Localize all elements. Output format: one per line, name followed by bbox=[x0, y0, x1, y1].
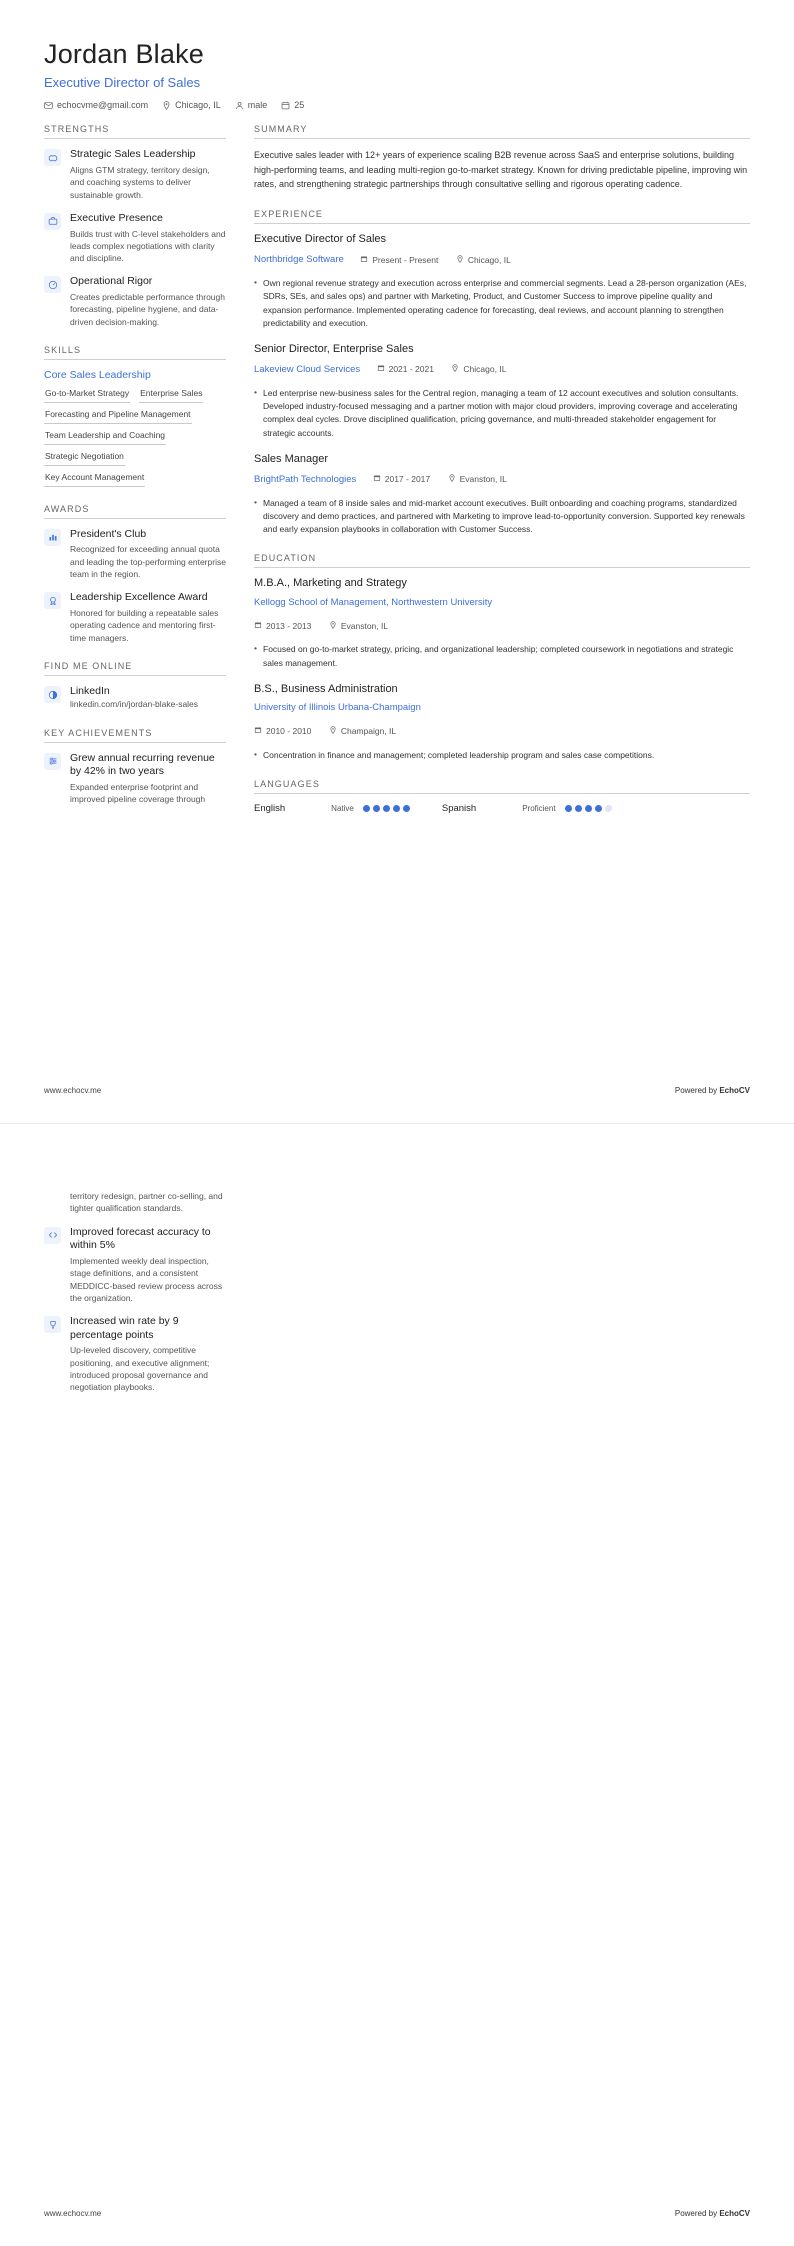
candidate-title: Executive Director of Sales bbox=[44, 74, 201, 90]
candidate-name: Jordan Blake bbox=[44, 39, 204, 69]
education-bullet: • Concentration in finance and management; completed leadership program and sales case competitions. bbox=[254, 749, 750, 762]
degree-title: M.B.A., Marketing and Strategy bbox=[254, 577, 407, 590]
languages-heading: LANGUAGES bbox=[254, 779, 750, 794]
contact-row bbox=[44, 101, 750, 110]
skill-chip: Key Account Management bbox=[44, 472, 145, 487]
calendar-icon bbox=[281, 101, 290, 110]
strengths-heading: STRENGTHS bbox=[44, 124, 226, 139]
location-pin-icon bbox=[162, 101, 171, 110]
job-meta bbox=[254, 360, 750, 382]
achievement-desc: Implemented weekly deal inspection, stage definitions, and a consistent MEDDICC-based review process across the organization. bbox=[70, 1255, 223, 1303]
language-level: Native bbox=[331, 804, 354, 814]
summary-text: Executive sales leader with 12+ years of experience scaling B2B revenue across SaaS and enterprise solutions, building high-performing teams, and leading multi-region go-to-market strategy. Known for driving predictable pipeline, improving win rates, and strengthening strategic partnerships through consultative selling and rigorous operating cadence. bbox=[254, 150, 748, 190]
education-dates-text: 2010 - 2010 bbox=[266, 726, 312, 737]
achievement-item bbox=[44, 752, 226, 806]
language-list bbox=[254, 803, 750, 814]
achievement-title: Grew annual recurring revenue by 42% in two years bbox=[70, 751, 215, 778]
job-bullets bbox=[254, 277, 750, 330]
award-item bbox=[44, 528, 226, 581]
contact-gender-text: male bbox=[247, 100, 268, 111]
experience-section bbox=[254, 209, 750, 536]
job-bullets bbox=[254, 497, 750, 537]
language-name: English bbox=[254, 803, 286, 815]
award-desc: Honored for building a repeatable sales operating cadence and mentoring first-time managers. bbox=[70, 608, 219, 643]
calendar-icon bbox=[373, 474, 381, 486]
education-bullets bbox=[254, 749, 750, 762]
language-rating bbox=[565, 805, 612, 812]
language-item bbox=[254, 803, 410, 814]
skills-section bbox=[44, 345, 226, 487]
location-pin-icon bbox=[451, 364, 459, 376]
award-title: Leadership Excellence Award bbox=[70, 591, 208, 604]
calendar-icon bbox=[377, 364, 385, 376]
contact-gender bbox=[235, 101, 268, 110]
job-organization: Lakeview Cloud Services bbox=[254, 364, 361, 376]
achievement-item bbox=[44, 1315, 226, 1394]
education-item bbox=[254, 577, 750, 669]
education-dates bbox=[254, 726, 311, 738]
achievement-desc: Expanded enterprise footprint and improved pipeline coverage through bbox=[70, 781, 206, 805]
achievement-desc: Up-leveled discovery, competitive positioning, and executive alignment; introduced proposal governance and negotiation playbooks. bbox=[70, 1345, 210, 1393]
right-column bbox=[254, 124, 750, 831]
degree-title: B.S., Business Administration bbox=[254, 682, 398, 695]
job-bullet: • Led enterprise new-business sales for the Central region, managing a team of 12 account executives and solution consultants. Developed industry-focused messaging and a partner motion with major cloud providers, improving coverage and accelerating complex deal cycles. Drove disciplined qualification, pricing governance, and multi-threaded stakeholder engagement for strategic accounts. bbox=[254, 387, 750, 440]
key-achievements-section bbox=[44, 728, 226, 806]
footer-powered-prefix: Powered by bbox=[674, 2209, 720, 2218]
job-dates-text: 2021 - 2021 bbox=[388, 364, 434, 375]
achievement-title: Improved forecast accuracy to within 5% bbox=[70, 1225, 211, 1252]
job-title: Senior Director, Enterprise Sales bbox=[254, 342, 414, 355]
education-location bbox=[329, 726, 396, 738]
experience-item bbox=[254, 453, 750, 537]
job-title: Sales Manager bbox=[254, 452, 328, 465]
education-dates-text: 2013 - 2013 bbox=[266, 620, 312, 631]
experience-item bbox=[254, 343, 750, 440]
location-pin-icon bbox=[456, 255, 464, 267]
education-bullets bbox=[254, 643, 750, 669]
online-heading: FIND ME ONLINE bbox=[44, 661, 226, 676]
education-heading: EDUCATION bbox=[254, 553, 750, 568]
calendar-icon bbox=[254, 726, 262, 738]
education-location-text: Champaign, IL bbox=[340, 726, 397, 737]
calendar-icon bbox=[254, 621, 262, 633]
right-column-page2 bbox=[254, 1164, 750, 1405]
online-item[interactable] bbox=[44, 685, 226, 711]
job-location bbox=[448, 474, 507, 486]
person-icon bbox=[235, 101, 244, 110]
achievement-item bbox=[44, 1226, 226, 1305]
skill-chip: Go-to-Market Strategy bbox=[44, 388, 130, 403]
job-location bbox=[451, 364, 506, 376]
job-location-text: Evanston, IL bbox=[459, 474, 507, 485]
job-meta bbox=[254, 469, 750, 491]
achievement-item-continued bbox=[44, 1190, 226, 1215]
strength-title: Operational Rigor bbox=[70, 275, 153, 288]
summary-heading: SUMMARY bbox=[254, 124, 750, 139]
sliders-icon bbox=[44, 753, 61, 770]
job-dates-text: 2017 - 2017 bbox=[384, 474, 431, 485]
ribbon-icon bbox=[44, 592, 61, 609]
trophy-icon bbox=[44, 1316, 61, 1333]
job-location-text: Chicago, IL bbox=[463, 364, 507, 375]
footer-powered-prefix: Powered by bbox=[674, 1086, 720, 1095]
skill-chip: Forecasting and Pipeline Management bbox=[44, 409, 192, 424]
job-organization: Northbridge Software bbox=[254, 254, 344, 266]
left-column-continued bbox=[44, 1164, 226, 1405]
strength-desc: Aligns GTM strategy, territory design, and coaching systems to deliver sustainable growth. bbox=[70, 164, 210, 200]
contact-email-text: echocvme@gmail.com bbox=[57, 100, 149, 111]
achievement-title: Increased win rate by 9 percentage points bbox=[70, 1315, 179, 1341]
footer-site[interactable]: www.echocv.me bbox=[44, 2209, 102, 2218]
page-footer bbox=[44, 2209, 750, 2218]
contact-age bbox=[281, 101, 304, 110]
language-level: Proficient bbox=[522, 804, 556, 814]
education-location-text: Evanston, IL bbox=[340, 620, 389, 631]
award-item bbox=[44, 591, 226, 644]
resume-header bbox=[44, 40, 750, 110]
contact-location-text: Chicago, IL bbox=[175, 100, 221, 111]
handshake-icon bbox=[44, 149, 61, 166]
job-dates bbox=[373, 474, 430, 486]
envelope-icon bbox=[44, 101, 53, 110]
footer-powered-by bbox=[675, 2209, 750, 2218]
strength-item bbox=[44, 275, 226, 328]
job-dates bbox=[377, 364, 434, 376]
body-columns bbox=[44, 124, 750, 831]
footer-brand: EchoCV bbox=[719, 1086, 750, 1095]
job-bullets bbox=[254, 387, 750, 440]
job-meta bbox=[254, 250, 750, 272]
award-desc: Recognized for exceeding annual quota and leading the top-performing enterprise team in the region. bbox=[70, 544, 226, 580]
experience-item bbox=[254, 233, 750, 330]
online-section bbox=[44, 661, 226, 711]
strength-item bbox=[44, 148, 226, 201]
resume-page-2 bbox=[0, 1123, 794, 2246]
job-dates bbox=[360, 255, 438, 267]
strength-desc: Builds trust with C-level stakeholders and leads complex negotiations with clarity and discipline. bbox=[70, 228, 226, 264]
strengths-section bbox=[44, 124, 226, 328]
job-location-text: Chicago, IL bbox=[467, 254, 511, 265]
job-bullet: • Managed a team of 8 inside sales and mid-market account executives. Built onboarding and coaching programs, standardized discovery and demo practices, and partnered with Marketing to improve lead-to-opportunity conversion. Supported key renewals and early expansion playbooks in collaboration with Customer Success. bbox=[254, 497, 750, 537]
job-bullet: • Own regional revenue strategy and execution across enterprise and commercial segments. Lead a 28-person organization (AEs, SDRs, SEs, and sales ops) and partner with Marketing, Product, and Customer Success to improve pipeline quality and expansion performance. Implemented operating cadence for forecasting, deal reviews, and account planning to strengthen predictability and execution. bbox=[254, 277, 750, 330]
job-organization: BrightPath Technologies bbox=[254, 474, 357, 486]
achievement-desc-continued: territory redesign, partner co-selling, and tighter qualification standards. bbox=[70, 1191, 223, 1214]
skill-chip: Enterprise Sales bbox=[139, 388, 203, 403]
awards-heading: AWARDS bbox=[44, 504, 226, 519]
contact-email bbox=[44, 101, 148, 110]
job-dates-text: Present - Present bbox=[372, 254, 439, 265]
online-url[interactable]: linkedin.com/in/jordan-blake-sales bbox=[70, 698, 199, 709]
footer-powered-by bbox=[675, 1086, 750, 1095]
education-item bbox=[254, 683, 750, 762]
left-column bbox=[44, 124, 226, 831]
body-columns-page2 bbox=[44, 1164, 750, 1405]
award-title: President's Club bbox=[70, 527, 147, 540]
calendar-icon bbox=[360, 255, 368, 267]
strength-item bbox=[44, 212, 226, 265]
location-pin-icon bbox=[329, 621, 337, 633]
strength-desc: Creates predictable performance through forecasting, pipeline hygiene, and data-driven decision-making. bbox=[70, 292, 225, 327]
skills-heading: SKILLS bbox=[44, 345, 226, 360]
education-section bbox=[254, 553, 750, 762]
skill-category: Core Sales Leadership bbox=[44, 369, 151, 382]
strength-title: Executive Presence bbox=[70, 211, 163, 224]
key-achievements-heading: KEY ACHIEVEMENTS bbox=[44, 728, 226, 743]
experience-heading: EXPERIENCE bbox=[254, 209, 750, 224]
location-pin-icon bbox=[448, 474, 456, 486]
education-dates bbox=[254, 621, 311, 633]
skill-chip-list bbox=[44, 388, 226, 487]
footer-site[interactable]: www.echocv.me bbox=[44, 1086, 102, 1095]
contact-age-text: 25 bbox=[294, 100, 305, 111]
education-meta bbox=[254, 616, 750, 638]
skill-chip: Strategic Negotiation bbox=[44, 451, 125, 466]
location-pin-icon bbox=[329, 726, 337, 738]
awards-section bbox=[44, 504, 226, 644]
briefcase-icon bbox=[44, 213, 61, 230]
languages-section bbox=[254, 779, 750, 814]
language-item bbox=[442, 803, 612, 814]
skill-chip: Team Leadership and Coaching bbox=[44, 430, 166, 445]
summary-section bbox=[254, 124, 750, 192]
bar-chart-icon bbox=[44, 529, 61, 546]
code-icon bbox=[44, 1227, 61, 1244]
footer-brand: EchoCV bbox=[719, 2209, 750, 2218]
contact-location bbox=[162, 101, 221, 110]
page-footer bbox=[44, 1086, 750, 1095]
online-label: LinkedIn bbox=[70, 685, 110, 697]
school-name: Kellogg School of Management, Northwestern University bbox=[254, 596, 493, 608]
education-bullet: • Focused on go-to-market strategy, pricing, and organizational leadership; completed coursework in negotiations and strategic sales management. bbox=[254, 643, 750, 669]
job-location bbox=[456, 255, 511, 267]
strength-title: Strategic Sales Leadership bbox=[70, 148, 196, 161]
linkedin-icon bbox=[44, 686, 61, 703]
gauge-icon bbox=[44, 276, 61, 293]
job-title: Executive Director of Sales bbox=[254, 233, 387, 246]
language-name: Spanish bbox=[441, 803, 477, 815]
skill-group bbox=[44, 369, 226, 487]
school-name: University of Illinois Urbana-Champaign bbox=[254, 702, 421, 714]
language-rating bbox=[363, 805, 410, 812]
education-location bbox=[329, 621, 388, 633]
education-meta bbox=[254, 722, 750, 744]
